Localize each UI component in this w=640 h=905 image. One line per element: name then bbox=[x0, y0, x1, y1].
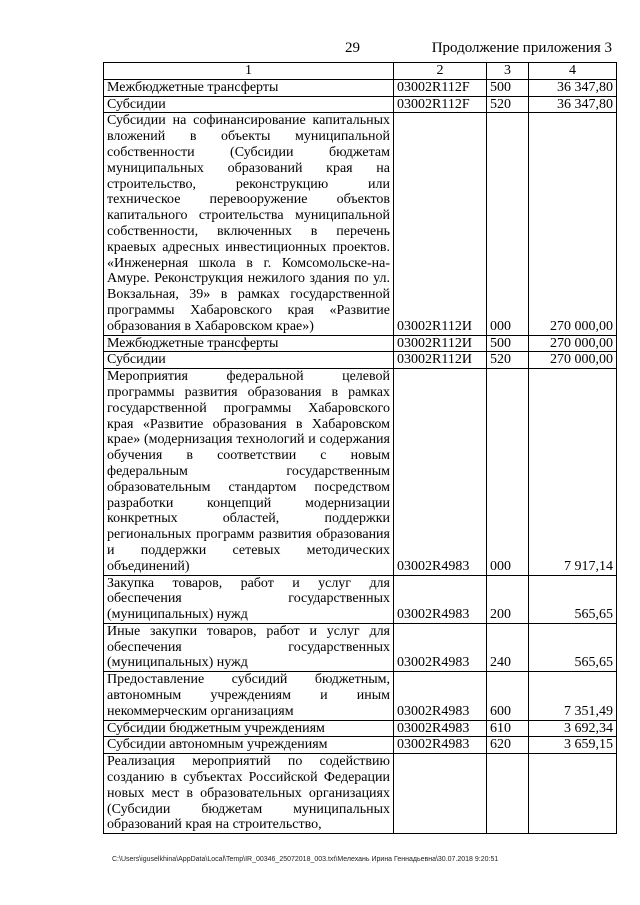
row-expense-type: 000 bbox=[487, 369, 529, 575]
table-row bbox=[104, 754, 617, 834]
column-header-1: 1 bbox=[104, 63, 394, 80]
row-amount: 270 000,00 bbox=[529, 113, 617, 335]
column-header-4: 4 bbox=[529, 63, 617, 80]
table-row bbox=[104, 369, 617, 575]
row-name: Субсидии автономным учреждениям bbox=[104, 737, 394, 754]
row-target-code: 03002R4983 bbox=[394, 672, 487, 720]
row-expense-type: 500 bbox=[487, 79, 529, 96]
table-row bbox=[104, 720, 617, 737]
table-row bbox=[104, 737, 617, 754]
row-expense-type: 620 bbox=[487, 737, 529, 754]
row-name: Субсидии на софинансирование капитальных вложений в объекты муниципальной собственности (Субсидии бюджетам муниципальных образований края на строительство, реконструкцию или техническое перевооружение объектов капитального строительства муниципальной собственности, включенных в перечень краевых адресных инвестиционных проектов. «Инженерная школа в г. Комсомольске-на-Амуре. Реконструкция нежилого здания по ул. Вокзальная, 39» в рамках государственной программы Хабаровского края «Развитие образования в Хабаровском крае») bbox=[104, 113, 394, 335]
row-target-code: 03002R4983 bbox=[394, 720, 487, 737]
row-target-code bbox=[394, 754, 487, 834]
row-target-code: 03002R112F bbox=[394, 79, 487, 96]
row-target-code: 03002R4983 bbox=[394, 737, 487, 754]
row-target-code: 03002R112И bbox=[394, 113, 487, 335]
row-name: Субсидии бюджетным учреждениям bbox=[104, 720, 394, 737]
row-expense-type: 520 bbox=[487, 352, 529, 369]
row-name: Предоставление субсидий бюджетным, автономным учреждениям и иным некоммерческим организациям bbox=[104, 672, 394, 720]
row-name: Закупка товаров, работ и услуг для обеспечения государственных (муниципальных) нужд bbox=[104, 575, 394, 623]
row-expense-type: 600 bbox=[487, 672, 529, 720]
table-header-row bbox=[104, 63, 617, 80]
row-amount: 7 351,49 bbox=[529, 672, 617, 720]
row-amount: 36 347,80 bbox=[529, 79, 617, 96]
table-row bbox=[104, 352, 617, 369]
table-row bbox=[104, 623, 617, 671]
row-expense-type: 500 bbox=[487, 335, 529, 352]
row-name: Субсидии bbox=[104, 352, 394, 369]
row-target-code: 03002R112И bbox=[394, 352, 487, 369]
row-amount bbox=[529, 754, 617, 834]
page-number: 29 bbox=[345, 40, 360, 56]
table-row bbox=[104, 113, 617, 335]
table-row bbox=[104, 672, 617, 720]
column-header-2: 2 bbox=[394, 63, 487, 80]
column-header-3: 3 bbox=[487, 63, 529, 80]
row-amount: 3 692,34 bbox=[529, 720, 617, 737]
document-file-path-footer: C:\Users\iguselkhina\AppData\Local\Temp\IR_00346_25072018_003.txt\Мелехань Ирина Геннадьевна\30.07.2018 9:20:51 bbox=[112, 856, 499, 863]
row-name: Межбюджетные трансферты bbox=[104, 335, 394, 352]
table-row bbox=[104, 575, 617, 623]
row-target-code: 03002R112И bbox=[394, 335, 487, 352]
row-expense-type: 520 bbox=[487, 96, 529, 113]
row-target-code: 03002R4983 bbox=[394, 369, 487, 575]
row-amount: 270 000,00 bbox=[529, 335, 617, 352]
table-row bbox=[104, 79, 617, 96]
row-name: Мероприятия федеральной целевой программы развития образования в рамках государственной программы Хабаровского края «Развитие образования в Хабаровском крае» (модернизация технологий и содержания обучения в соответствии с новым федеральным государственным образовательным стандартом посредством разработки концепций модернизации конкретных областей, поддержки региональных программ развития образования и поддержки сетевых методических объединений) bbox=[104, 369, 394, 575]
row-amount: 565,65 bbox=[529, 575, 617, 623]
row-expense-type: 000 bbox=[487, 113, 529, 335]
appendix-continuation-label: Продолжение приложения 3 bbox=[431, 40, 612, 56]
row-amount: 565,65 bbox=[529, 623, 617, 671]
row-amount: 270 000,00 bbox=[529, 352, 617, 369]
budget-table bbox=[103, 62, 617, 834]
row-expense-type: 240 bbox=[487, 623, 529, 671]
row-expense-type bbox=[487, 754, 529, 834]
row-expense-type: 610 bbox=[487, 720, 529, 737]
row-target-code: 03002R112F bbox=[394, 96, 487, 113]
row-expense-type: 200 bbox=[487, 575, 529, 623]
table-row bbox=[104, 335, 617, 352]
row-name: Межбюджетные трансферты bbox=[104, 79, 394, 96]
row-name: Иные закупки товаров, работ и услуг для обеспечения государственных (муниципальных) нужд bbox=[104, 623, 394, 671]
row-amount: 36 347,80 bbox=[529, 96, 617, 113]
row-target-code: 03002R4983 bbox=[394, 623, 487, 671]
row-name: Субсидии bbox=[104, 96, 394, 113]
row-amount: 3 659,15 bbox=[529, 737, 617, 754]
table-row bbox=[104, 96, 617, 113]
row-target-code: 03002R4983 bbox=[394, 575, 487, 623]
row-amount: 7 917,14 bbox=[529, 369, 617, 575]
row-name: Реализация мероприятий по содействию созданию в субъектах Российской Федерации новых мест в образовательных организациях (Субсидии бюджетам муниципальных образований края на строительство, bbox=[104, 754, 394, 834]
